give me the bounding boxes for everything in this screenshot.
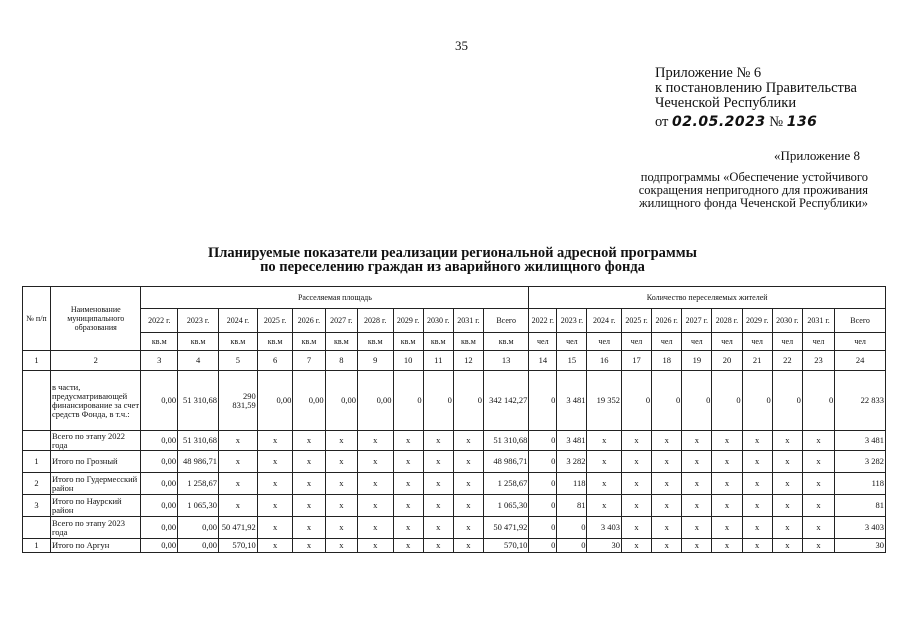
area-cell: x — [257, 517, 293, 539]
area-cell: 0,00 — [141, 495, 178, 517]
people-cell: 30 — [835, 539, 886, 553]
people-cell: 22 833 — [835, 371, 886, 431]
people-cell: x — [587, 495, 621, 517]
people-cell: x — [772, 517, 802, 539]
people-cell: 0 — [529, 473, 557, 495]
people-cell: x — [802, 539, 834, 553]
people-year-header: 2024 г. — [587, 309, 621, 333]
area-cell: x — [357, 451, 393, 473]
row-name: Итого по Грозный — [51, 451, 141, 473]
area-cell: x — [393, 431, 423, 451]
people-year-header: 2023 г. — [557, 309, 587, 333]
people-cell: x — [587, 431, 621, 451]
people-cell: 3 481 — [557, 371, 587, 431]
unit-people: чел — [712, 333, 742, 351]
area-cell: 0,00 — [178, 517, 219, 539]
appendix-8-label: «Приложение 8 — [774, 148, 861, 163]
people-cell: x — [742, 517, 772, 539]
people-year-header: 2025 г. — [621, 309, 651, 333]
row-name: Всего по этапу 2023 года — [51, 517, 141, 539]
appendix-line-2: к постановлению Правительства — [655, 80, 857, 96]
people-cell: 118 — [835, 473, 886, 495]
people-cell: x — [652, 451, 682, 473]
row-number: 2 — [23, 473, 51, 495]
subprogram-caption — [620, 171, 868, 210]
people-cell: 0 — [529, 431, 557, 451]
people-cell: x — [682, 539, 712, 553]
area-cell: 0,00 — [178, 539, 219, 553]
area-cell: x — [325, 539, 357, 553]
area-cell: x — [357, 431, 393, 451]
column-number: 23 — [802, 351, 834, 371]
people-cell: 0 — [557, 539, 587, 553]
people-cell: x — [682, 431, 712, 451]
unit-area: кв.м — [257, 333, 293, 351]
people-cell: x — [587, 473, 621, 495]
table-row — [23, 431, 886, 451]
row-number: 3 — [23, 495, 51, 517]
people-year-header: 2026 г. — [652, 309, 682, 333]
area-cell: 1 258,67 — [178, 473, 219, 495]
column-number: 3 — [141, 351, 178, 371]
area-cell: x — [293, 473, 325, 495]
people-cell: x — [621, 539, 651, 553]
area-cell: x — [293, 451, 325, 473]
people-cell: 0 — [529, 451, 557, 473]
unit-area: кв.м — [423, 333, 453, 351]
area-cell: x — [453, 495, 483, 517]
area-cell: 0,00 — [257, 371, 293, 431]
people-cell: x — [712, 473, 742, 495]
unit-area: кв.м — [453, 333, 483, 351]
area-cell: x — [293, 539, 325, 553]
indicators-table — [22, 286, 886, 553]
area-year-header: 2024 г. — [219, 309, 258, 333]
area-cell: x — [423, 517, 453, 539]
area-cell: x — [219, 495, 258, 517]
column-number: 9 — [357, 351, 393, 371]
header-area: Расселяемая площадь — [141, 287, 529, 309]
area-cell: 51 310,68 — [483, 431, 528, 451]
area-cell: 0 — [453, 371, 483, 431]
area-cell: x — [219, 451, 258, 473]
people-cell: x — [772, 451, 802, 473]
people-cell: 0 — [712, 371, 742, 431]
row-number: 1 — [23, 451, 51, 473]
people-cell: x — [742, 431, 772, 451]
area-cell: x — [357, 517, 393, 539]
people-cell: x — [772, 495, 802, 517]
area-cell: 0,00 — [141, 431, 178, 451]
area-cell: 0,00 — [357, 371, 393, 431]
people-cell: x — [802, 473, 834, 495]
area-cell: x — [357, 539, 393, 553]
people-cell: 0 — [621, 371, 651, 431]
column-number: 13 — [483, 351, 528, 371]
area-cell: 48 986,71 — [178, 451, 219, 473]
area-cell: x — [325, 431, 357, 451]
unit-people: чел — [742, 333, 772, 351]
column-number: 22 — [772, 351, 802, 371]
column-number: 12 — [453, 351, 483, 371]
people-cell: x — [802, 517, 834, 539]
unit-people: чел — [557, 333, 587, 351]
column-number: 17 — [621, 351, 651, 371]
area-year-header: 2030 г. — [423, 309, 453, 333]
unit-people: чел — [682, 333, 712, 351]
area-year-header: 2022 г. — [141, 309, 178, 333]
area-cell: x — [293, 517, 325, 539]
area-cell: 1 065,30 — [483, 495, 528, 517]
people-cell: 0 — [529, 495, 557, 517]
people-cell: 0 — [742, 371, 772, 431]
area-cell: x — [357, 495, 393, 517]
area-cell: x — [393, 517, 423, 539]
area-cell: x — [257, 431, 293, 451]
area-cell: x — [325, 517, 357, 539]
table-row — [23, 539, 886, 553]
people-year-header: Всего — [835, 309, 886, 333]
people-cell: x — [621, 517, 651, 539]
people-cell: x — [712, 451, 742, 473]
people-cell: x — [682, 517, 712, 539]
people-cell: 19 352 — [587, 371, 621, 431]
column-number: 6 — [257, 351, 293, 371]
row-name: Итого по Наурский район — [51, 495, 141, 517]
area-cell: 0,00 — [141, 473, 178, 495]
table-row — [23, 371, 886, 431]
area-cell: x — [393, 495, 423, 517]
table-row — [23, 451, 886, 473]
subprogram-line: сокращения непригодного для проживания — [638, 183, 868, 197]
people-cell: x — [742, 451, 772, 473]
page-number: 35 — [455, 38, 468, 53]
column-number: 2 — [51, 351, 141, 371]
area-cell: x — [293, 495, 325, 517]
area-cell: x — [453, 473, 483, 495]
people-cell: x — [772, 539, 802, 553]
area-cell: 570,10 — [483, 539, 528, 553]
row-name: Итого по Гудермесский район — [51, 473, 141, 495]
unit-area: кв.м — [393, 333, 423, 351]
people-cell: 3 481 — [835, 431, 886, 451]
area-cell: x — [219, 431, 258, 451]
people-cell: x — [742, 473, 772, 495]
people-cell: 3 282 — [835, 451, 886, 473]
column-number: 14 — [529, 351, 557, 371]
people-cell: x — [652, 431, 682, 451]
column-number: 15 — [557, 351, 587, 371]
handwritten-date: 02.05.2023 — [672, 114, 766, 130]
area-year-header: 2023 г. — [178, 309, 219, 333]
unit-people: чел — [802, 333, 834, 351]
area-cell: 290 831,59 — [219, 371, 258, 431]
area-cell: x — [293, 431, 325, 451]
column-number: 21 — [742, 351, 772, 371]
people-cell: 0 — [682, 371, 712, 431]
column-number: 16 — [587, 351, 621, 371]
table-row — [23, 473, 886, 495]
area-cell: 0,00 — [293, 371, 325, 431]
area-cell: x — [325, 451, 357, 473]
area-year-header: 2025 г. — [257, 309, 293, 333]
unit-area: кв.м — [219, 333, 258, 351]
area-cell: 570,10 — [219, 539, 258, 553]
people-cell: 0 — [772, 371, 802, 431]
people-cell: x — [742, 495, 772, 517]
area-cell: x — [325, 473, 357, 495]
area-cell: 50 471,92 — [483, 517, 528, 539]
header-no: № п/п — [23, 287, 51, 351]
subprogram-line: жилищного фонда Чеченской Республики» — [639, 196, 868, 210]
area-cell: 50 471,92 — [219, 517, 258, 539]
unit-area: кв.м — [483, 333, 528, 351]
area-cell: 0 — [393, 371, 423, 431]
area-cell: x — [325, 495, 357, 517]
people-cell: x — [621, 451, 651, 473]
area-cell: x — [393, 473, 423, 495]
row-name: Всего по этапу 2022 года — [51, 431, 141, 451]
area-cell: x — [423, 495, 453, 517]
area-cell: x — [453, 431, 483, 451]
title-line: Планируемые показатели реализации региональной адресной программы — [208, 245, 697, 261]
people-year-header: 2028 г. — [712, 309, 742, 333]
people-cell: x — [742, 539, 772, 553]
area-year-header: 2026 г. — [293, 309, 325, 333]
unit-area: кв.м — [325, 333, 357, 351]
unit-area: кв.м — [141, 333, 178, 351]
people-year-header: 2031 г. — [802, 309, 834, 333]
area-cell: 0,00 — [141, 517, 178, 539]
unit-area: кв.м — [178, 333, 219, 351]
header-name: Наименование муниципального образования — [51, 287, 141, 351]
people-cell: x — [621, 431, 651, 451]
column-number-row — [23, 351, 886, 371]
people-cell: 0 — [529, 371, 557, 431]
year-header-row — [23, 309, 886, 333]
people-cell: 81 — [835, 495, 886, 517]
area-cell: x — [423, 431, 453, 451]
people-cell: x — [587, 451, 621, 473]
area-cell: x — [357, 473, 393, 495]
people-cell: x — [682, 451, 712, 473]
people-cell: 118 — [557, 473, 587, 495]
column-number: 20 — [712, 351, 742, 371]
document-title — [0, 246, 905, 274]
header-people: Количество переселяемых жителей — [529, 287, 886, 309]
row-number: 1 — [23, 539, 51, 553]
row-number — [23, 517, 51, 539]
people-cell: x — [621, 473, 651, 495]
people-cell: x — [652, 539, 682, 553]
column-number: 1 — [23, 351, 51, 371]
area-cell: x — [219, 473, 258, 495]
people-cell: x — [652, 473, 682, 495]
area-cell: x — [257, 473, 293, 495]
area-year-header: 2027 г. — [325, 309, 357, 333]
row-name: Итого по Аргун — [51, 539, 141, 553]
column-number: 10 — [393, 351, 423, 371]
people-cell: x — [621, 495, 651, 517]
people-cell: x — [652, 495, 682, 517]
people-cell: x — [682, 495, 712, 517]
people-year-header: 2027 г. — [682, 309, 712, 333]
area-year-header: 2029 г. — [393, 309, 423, 333]
people-cell: 3 403 — [835, 517, 886, 539]
area-cell: 0,00 — [141, 371, 178, 431]
number-sign: № — [769, 114, 784, 130]
people-cell: 0 — [652, 371, 682, 431]
column-number: 4 — [178, 351, 219, 371]
people-cell: 0 — [529, 539, 557, 553]
column-number: 5 — [219, 351, 258, 371]
people-cell: 3 282 — [557, 451, 587, 473]
people-cell: x — [682, 473, 712, 495]
people-cell: x — [652, 517, 682, 539]
area-cell: 0,00 — [141, 451, 178, 473]
column-number: 7 — [293, 351, 325, 371]
unit-people: чел — [529, 333, 557, 351]
column-number: 18 — [652, 351, 682, 371]
unit-people: чел — [835, 333, 886, 351]
appendix-header — [655, 66, 857, 130]
people-cell: x — [772, 431, 802, 451]
table-row — [23, 517, 886, 539]
people-year-header: 2029 г. — [742, 309, 772, 333]
area-cell: x — [423, 539, 453, 553]
area-cell: x — [423, 473, 453, 495]
column-number: 24 — [835, 351, 886, 371]
row-number — [23, 371, 51, 431]
area-cell: 1 258,67 — [483, 473, 528, 495]
people-cell: 0 — [557, 517, 587, 539]
unit-header-row — [23, 333, 886, 351]
area-cell: 51 310,68 — [178, 431, 219, 451]
people-cell: 81 — [557, 495, 587, 517]
subprogram-line: подпрограммы «Обеспечение устойчивого — [640, 170, 868, 184]
date-prefix: от — [655, 114, 669, 130]
unit-area: кв.м — [293, 333, 325, 351]
area-cell: x — [393, 539, 423, 553]
people-cell: x — [772, 473, 802, 495]
people-cell: x — [712, 539, 742, 553]
appendix-line-3: Чеченской Республики — [655, 95, 797, 111]
unit-area: кв.м — [357, 333, 393, 351]
area-cell: 0,00 — [141, 539, 178, 553]
people-cell: 30 — [587, 539, 621, 553]
unit-people: чел — [652, 333, 682, 351]
unit-people: чел — [587, 333, 621, 351]
people-cell: x — [712, 517, 742, 539]
area-cell: 0 — [423, 371, 453, 431]
people-cell: x — [802, 431, 834, 451]
area-cell: x — [257, 495, 293, 517]
handwritten-number: 136 — [786, 114, 818, 130]
area-cell: 1 065,30 — [178, 495, 219, 517]
title-line: по переселению граждан из аварийного жилищного фонда — [260, 259, 645, 275]
people-cell: x — [712, 495, 742, 517]
area-cell: x — [257, 539, 293, 553]
area-cell: x — [393, 451, 423, 473]
area-cell: 51 310,68 — [178, 371, 219, 431]
appendix-line-1: Приложение № 6 — [655, 65, 762, 81]
table-row — [23, 495, 886, 517]
column-number: 19 — [682, 351, 712, 371]
area-cell: 0,00 — [325, 371, 357, 431]
people-year-header: 2030 г. — [772, 309, 802, 333]
area-cell: x — [423, 451, 453, 473]
area-cell: x — [453, 517, 483, 539]
appendix-date-line — [655, 115, 857, 130]
unit-people: чел — [772, 333, 802, 351]
people-cell: 0 — [529, 517, 557, 539]
people-cell: 3 403 — [587, 517, 621, 539]
people-cell: x — [802, 451, 834, 473]
row-number — [23, 431, 51, 451]
row-name: в части, предусматривающей финансирование за счет средств Фонда, в т.ч.: — [51, 371, 141, 431]
area-cell: x — [453, 539, 483, 553]
column-number: 8 — [325, 351, 357, 371]
people-cell: 3 481 — [557, 431, 587, 451]
people-cell: 0 — [802, 371, 834, 431]
area-year-header: 2028 г. — [357, 309, 393, 333]
area-cell: x — [257, 451, 293, 473]
column-number: 11 — [423, 351, 453, 371]
unit-people: чел — [621, 333, 651, 351]
people-cell: x — [802, 495, 834, 517]
people-year-header: 2022 г. — [529, 309, 557, 333]
area-cell: x — [453, 451, 483, 473]
people-cell: x — [712, 431, 742, 451]
area-year-header: Всего — [483, 309, 528, 333]
area-cell: 342 142,27 — [483, 371, 528, 431]
area-cell: 48 986,71 — [483, 451, 528, 473]
area-year-header: 2031 г. — [453, 309, 483, 333]
